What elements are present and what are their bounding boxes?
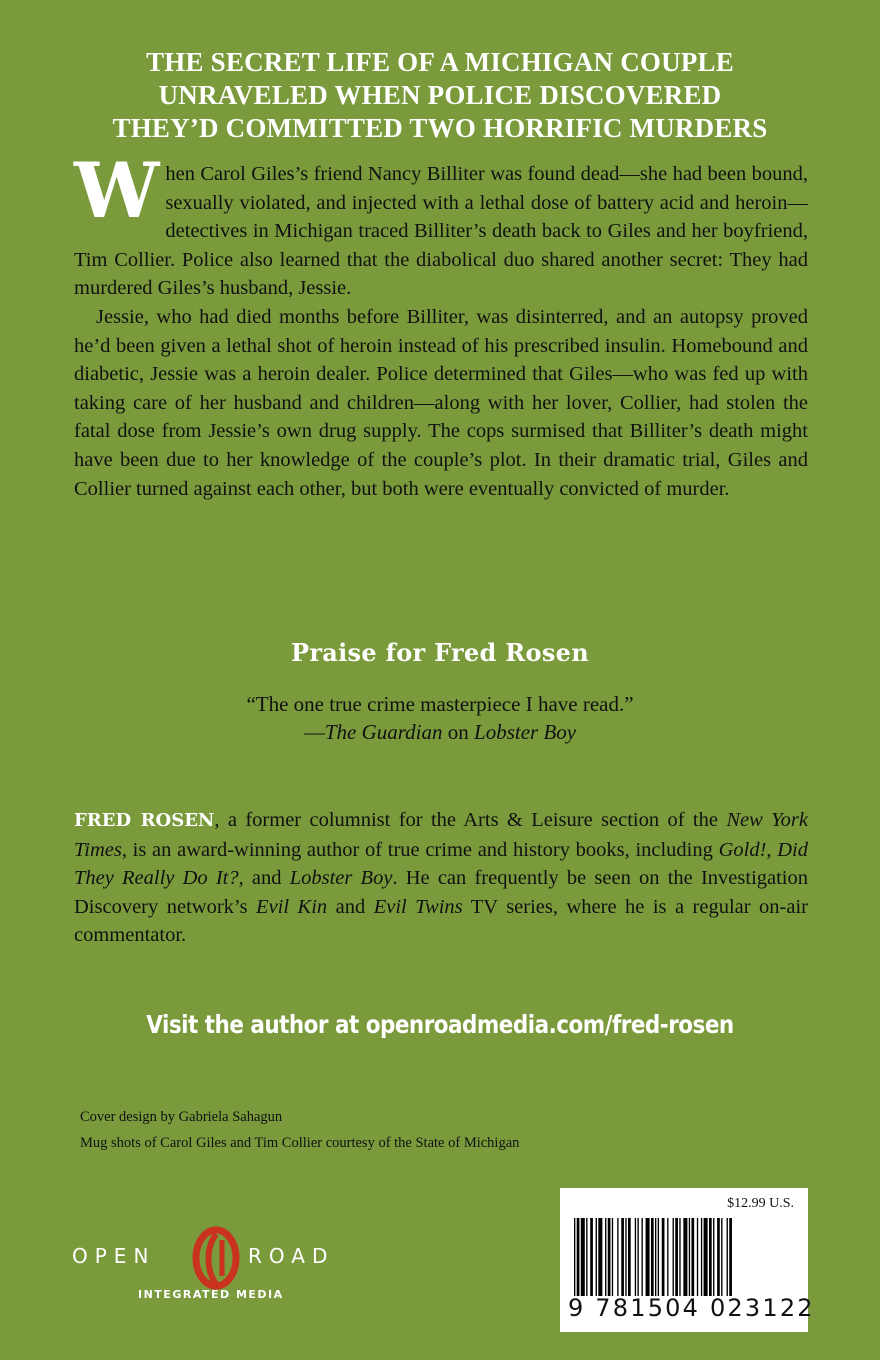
- barcode-bar: [625, 1218, 626, 1296]
- blurb-paragraph-2: Jessie, who had died months before Billiter, was disinterred, and an autopsy proved he’d been given a lethal shot of heroin instead of his prescribed insulin. Homebound and diabetic, Jessie was a heroin dealer. Police determined that Giles—who was fed up with taking care of her husband and children—along with her lover, Collier, had stolen the fatal dose from Jessie’s own drug supply. The cops surmised that Billiter’s death might have been due to her knowledge of the couple’s plot. In their dramatic trial, Giles and Collier turned against each other, but both were eventually convicted of murder.: [74, 305, 808, 500]
- author-website-link[interactable]: Visit the author at openroadmedia.com/fred-rosen: [146, 1010, 734, 1039]
- barcode-bar: [662, 1218, 665, 1296]
- bio-text-3: ,: [766, 838, 778, 861]
- bio-italic-1: New York Times: [74, 809, 808, 861]
- barcode-bar: [673, 1218, 674, 1296]
- attribution-dash: —: [303, 720, 325, 744]
- attribution-book: Lobster Boy: [474, 720, 577, 744]
- drop-cap: W: [74, 146, 160, 235]
- barcode-bar: [642, 1218, 643, 1296]
- barcode-bar: [605, 1218, 606, 1296]
- bio-text-6: and: [327, 895, 374, 918]
- barcode-bar: [675, 1218, 678, 1296]
- headline: [0, 46, 880, 145]
- barcode-bar: [586, 1218, 587, 1296]
- attribution-source: The Guardian: [324, 720, 443, 744]
- barcode-bar: [683, 1218, 687, 1296]
- barcode-bar: [637, 1218, 638, 1296]
- barcode-bar: [721, 1218, 722, 1296]
- barcode-bar: [577, 1218, 580, 1296]
- barcode-bar: [655, 1218, 656, 1296]
- credits: [80, 1104, 519, 1156]
- attribution-on: on: [442, 720, 475, 744]
- barcode-bar: [646, 1218, 650, 1296]
- barcode-bar: [635, 1218, 636, 1296]
- author-bio: [74, 806, 808, 950]
- headline-line-1: THE SECRET LIFE OF A MICHIGAN COUPLE: [146, 47, 734, 77]
- barcode-bar: [612, 1218, 613, 1296]
- open-road-mark-icon: [192, 1226, 240, 1290]
- bio-italic-4: Lobster Boy: [289, 867, 393, 890]
- photo-credit: Mug shots of Carol Giles and Tim Collier courtesy of the State of Michigan: [80, 1135, 520, 1151]
- barcode-bar: [581, 1218, 585, 1296]
- publisher-logo: [72, 1222, 352, 1312]
- barcode-bar: [598, 1218, 602, 1296]
- praise-quote: “The one true crime masterpiece I have read.”: [246, 692, 634, 716]
- barcode-bar: [590, 1218, 593, 1296]
- bio-italic-5: Evil Kin: [256, 895, 328, 918]
- barcode-bar: [651, 1218, 654, 1296]
- barcode-bar: [709, 1218, 712, 1296]
- barcode-bar: [667, 1218, 668, 1296]
- bio-italic-3: Did They Really Do It?: [74, 838, 808, 890]
- bio-text-1: , a former columnist for the Arts & Leisure section of the: [214, 809, 727, 831]
- praise-attribution: [0, 718, 880, 746]
- praise-quote-block: [0, 690, 880, 746]
- headline-line-3: THEY’D COMMITTED TWO HORRIFIC MURDERS: [112, 113, 768, 143]
- bio-text-2: , is an award-winning author of true crime and history books, including: [121, 838, 719, 861]
- blurb-paragraph-1-text: hen Carol Giles’s friend Nancy Billiter was found dead—she had been bound, sexually violated, and injected with a lethal dose of battery acid and heroin—detectives in Michigan traced Billiter’s death back to Giles and her boyfriend, Tim Collier. Police also learned that the diabolical duo shared another secret: They had murdered Giles’s husband, Jessie.: [74, 163, 808, 300]
- isbn-number: 9 781504 023122: [568, 1294, 815, 1322]
- cover-design-credit: Cover design by Gabriela Sahagun: [80, 1109, 283, 1125]
- barcode-bar: [679, 1218, 680, 1296]
- author-name: FRED ROSEN: [74, 810, 215, 831]
- bio-text-4: , and: [238, 867, 290, 890]
- barcode-bar: [628, 1218, 631, 1296]
- blurb-paragraph-1: [74, 146, 808, 303]
- barcode-bar: [704, 1218, 708, 1296]
- praise-heading: Praise for Fred Rosen: [291, 638, 589, 667]
- barcode-bar: [701, 1218, 702, 1296]
- bio-italic-6: Evil Twins: [373, 895, 463, 918]
- headline-line-2: UNRAVELED WHEN POLICE DISCOVERED: [158, 80, 722, 110]
- barcode-bar: [608, 1218, 611, 1296]
- barcode-bar: [727, 1218, 728, 1296]
- blurb: [74, 146, 808, 503]
- barcode-bar: [658, 1218, 659, 1296]
- bio-text-5: . He can frequently be seen on the Investigation Discovery network’s: [74, 867, 809, 918]
- barcode-icon: [570, 1218, 798, 1298]
- barcode-bar: [596, 1218, 597, 1296]
- barcode-bar: [691, 1218, 694, 1296]
- barcode-bar: [697, 1218, 698, 1296]
- barcode-bar: [621, 1218, 624, 1296]
- barcode-bar: [713, 1218, 714, 1296]
- barcode-bar: [574, 1218, 575, 1296]
- publisher-word-open: OPEN: [72, 1244, 156, 1268]
- publisher-word-road: ROAD: [248, 1244, 335, 1268]
- barcode-bar: [617, 1218, 618, 1296]
- bio-italic-2: Gold!: [718, 838, 767, 861]
- barcode-panel: [560, 1188, 815, 1332]
- price-label: $12.99 U.S.: [727, 1196, 794, 1211]
- barcode-bar: [689, 1218, 690, 1296]
- barcode-bar: [729, 1218, 732, 1296]
- barcode-bar: [717, 1218, 720, 1296]
- publisher-subtitle: INTEGRATED MEDIA: [138, 1288, 284, 1301]
- bio-text-7: TV series, where he is a regular on-air commentator.: [74, 895, 808, 947]
